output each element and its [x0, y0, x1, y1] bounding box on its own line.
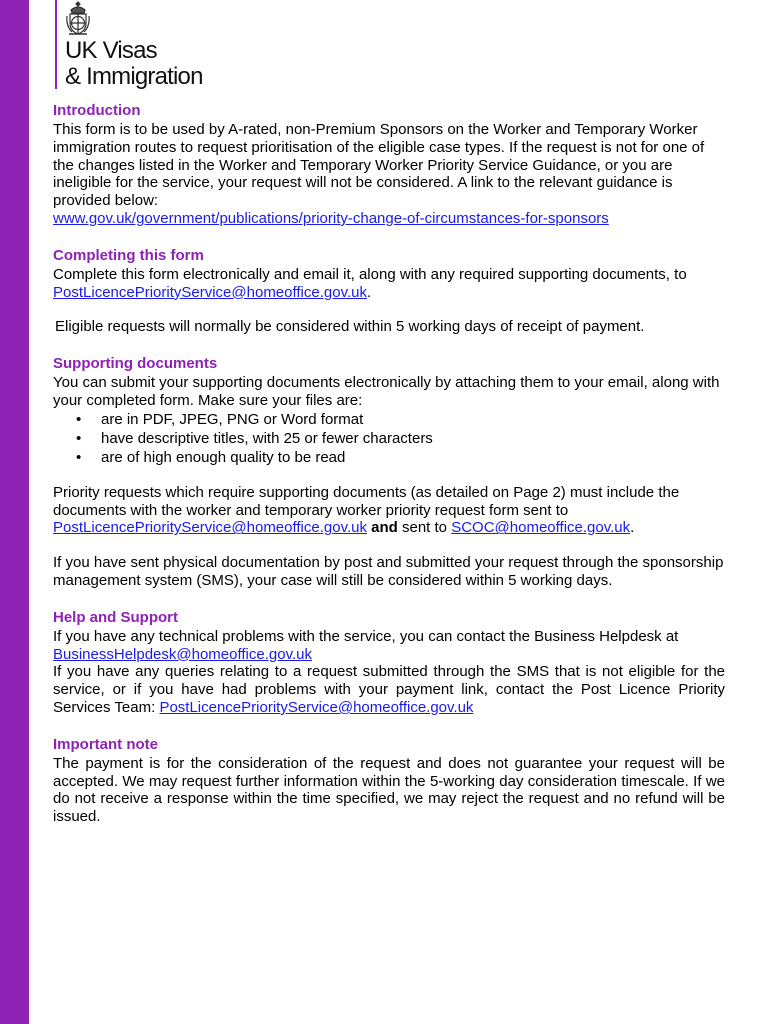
business-helpdesk-email-link[interactable]: BusinessHelpdesk@homeoffice.gov.uk — [53, 645, 312, 663]
help-text-2 — [53, 663, 725, 716]
important-note-text: The payment is for the consideration of the request and does not guarantee your request will be accepted. We may request further information within the 5-working day consideration timescale. If we do not receive a response within the time specified, we may reject the request and no refund will be issued. — [53, 754, 725, 826]
guidance-link[interactable]: www.gov.uk/government/publications/priority-change-of-circumstances-for-sponsors — [53, 209, 609, 227]
help-body-2: If you have any queries relating to a request submitted through the SMS that is not eligible for the service, or if you have had problems with your payment link, contact the Post Licence Priority Services Team: — [53, 663, 725, 716]
scoc-email-link[interactable]: SCOC@homeoffice.gov.uk — [451, 519, 631, 537]
and-text: and — [371, 519, 398, 537]
introduction-body: This form is to be used by A-rated, non-Premium Sponsors on the Worker and Temporary Worker immigration routes to request prioritisation of the eligible case types. If the request is not for one of the changes listed in the Worker and Temporary Worker Priority Service Guidance, or you are ineligible for the service, your request will not be considered. A link to the relevant guidance is provided below: — [53, 121, 705, 210]
file-requirements-list — [53, 410, 725, 467]
priority-service-email-link[interactable]: PostLicencePriorityService@homeoffice.gov.uk — [53, 283, 367, 301]
supporting-text: You can submit your supporting documents electronically by attaching them to your email, along with your completed form. Make sure your files are: — [53, 374, 720, 409]
priority-service-email-link-2[interactable]: PostLicencePriorityService@homeoffice.gov.uk — [53, 519, 367, 537]
ukvi-logo — [55, 0, 225, 95]
main-content — [53, 101, 725, 826]
list-item: • have descriptive titles, with 25 or fewer characters — [101, 429, 725, 448]
help-body-1: If you have any technical problems with the service, you can contact the Business Helpdesk at — [53, 627, 679, 645]
logo-line-1: UK Visas — [65, 37, 157, 64]
side-accent-bar — [0, 0, 29, 1024]
eligible-requests-text: Eligible requests will normally be considered within 5 working days of receipt of payment. — [55, 318, 645, 336]
list-item: • are in PDF, JPEG, PNG or Word format — [101, 410, 725, 429]
logo-line-2: & Immigration — [65, 63, 203, 90]
list-item: • are of high enough quality to be read — [101, 448, 725, 467]
important-note-heading: Important note — [53, 735, 158, 753]
help-heading: Help and Support — [53, 608, 178, 626]
completing-body: Complete this form electronically and email it, along with any required supporting documents, to — [53, 265, 687, 283]
priority-service-email-link-3[interactable]: PostLicencePriorityService@homeoffice.gov.uk — [159, 698, 474, 716]
sent-to-text: sent to — [402, 519, 448, 537]
supporting-period: . — [630, 519, 635, 537]
introduction-text — [53, 121, 725, 228]
supporting-heading: Supporting documents — [53, 355, 218, 373]
logo-divider — [55, 0, 57, 89]
priority-requests-body: Priority requests which require supporting documents (as detailed on Page 2) must include the documents with the worker and temporary worker priority request form sent to — [53, 483, 680, 519]
completing-heading: Completing this form — [53, 246, 204, 264]
help-text-1 — [53, 628, 725, 664]
logo-wordmark — [65, 38, 203, 90]
priority-requests-text — [53, 484, 725, 537]
royal-crest-icon — [65, 1, 91, 37]
completing-text — [53, 266, 725, 302]
physical-documentation-text: If you have sent physical documentation by post and submitted your request through the sponsorship management system (SMS), your case will still be considered within 5 working days. — [53, 554, 724, 589]
completing-period: . — [366, 283, 372, 301]
introduction-heading: Introduction — [53, 102, 141, 119]
